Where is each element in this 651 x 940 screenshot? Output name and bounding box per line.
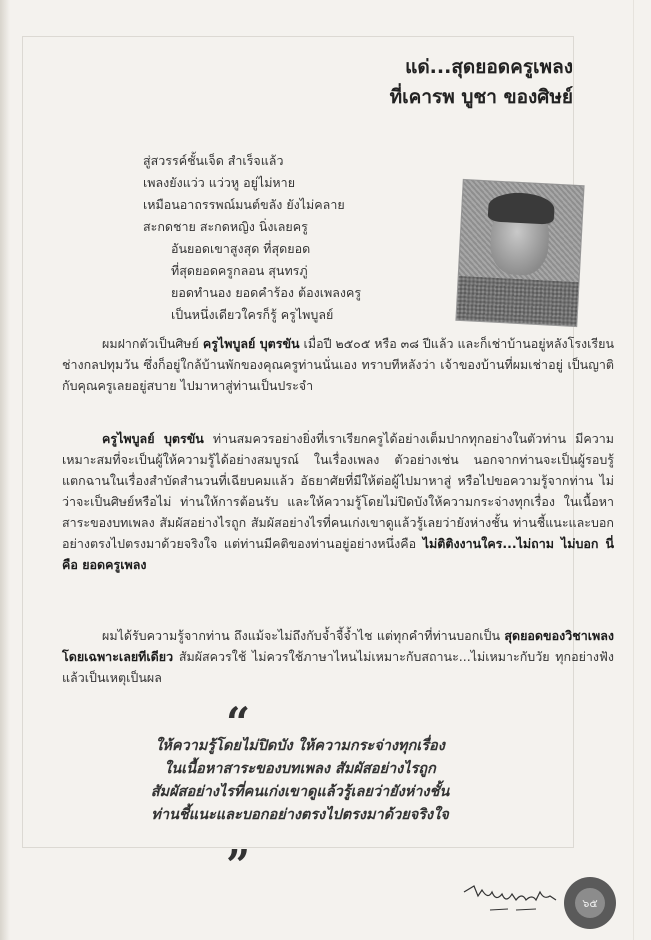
poem-line: ที่สุดยอดครูกลอน สุนทรภู่ [171,263,308,278]
p1-bold-name: ครูไพบูลย์ บุตรขัน [202,336,300,351]
paragraph-1 [62,333,614,396]
title-line-1: แด่...สุดยอดครูเพลง [405,56,573,78]
pull-quote-line: ท่านชี้แนะและบอกอย่างตรงไปตรงมาด้วยจริงใจ [151,807,449,823]
p2-text-body: ท่านสมควรอย่างยิ่งที่เราเรียกครูได้อย่างเต็มปากทุกอย่างในตัวท่าน มีความเหมาะสมที่จะเป็นผู้ให้ความรู้ได้อย่างสมบูรณ์ ในเรื่องเพลง ตัวอย่างเช่น นอกจากท่านจะเป็นผู้รอบรู้ แตกฉานในเรื่องสำบัดสำนวนที่เฉียบคมแล้ว อัธยาศัยที่มีให้ต่อผู้ไปมาหาสู่ หรือไปขอความรู้จากท่าน ไม่ว่าจะเป็นศิษย์หรือไม่ ท่านให้การต้อนรับ และให้ความรู้โดยไม่ปิดบังให้ความกระจ่างทุกเรื่อง ในเนื้อหาสาระของบทเพลง สัมผัสอย่างไรถูก สัมผัสอย่างไรที่คนเก่งเขาดูแล้วรู้เลยว่ายังห่างชั้น ท่านชี้แนะและบอกอย่างตรงไปตรงมาด้วยจริงใจ แต่ท่านมีคติของท่านอยู่อย่างหนึ่งคือ [62,431,614,551]
portrait-photo [456,180,583,326]
p3-text-before: ผมได้รับความรู้จากท่าน ถึงแม้จะไม่ถึงกับจ้ำจี้จ้ำไช แต่ทุกคำที่ท่านบอกเป็น [102,628,505,643]
photo-hair [488,191,555,224]
p3-bold-phrase: สุดยอดของวิชาเพลงโดยเฉพาะเลยทีเดียว [62,628,614,664]
close-quote-icon: ” [226,841,251,890]
p2-bold-ending: ไม่ติติงงานใคร...ไม่ถาม ไม่บอก นี่คือ ยอดครูเพลง [62,536,614,572]
page-number-badge [564,877,616,929]
signature-icon [462,882,562,918]
poem-line: สะกดชาย สะกดหญิง นิ่งเลยครู [143,219,308,234]
p1-text-after: เมื่อปี ๒๕๐๕ หรือ ๓๘ ปีแล้ว และก็เช่าบ้านอยู่หลังโรงเรียนช่างกลปทุมวัน ซึ่งก็อยู่ใกล้บ้านพักของคุณครูท่านนั่นเอง ทราบทีหลังว่า เจ้าของบ้านที่ผมเช่าอยู่ เป็นญาติกับคุณครูเลยอยู่สบาย ไปมาหาสู่ท่านเป็นประจำ [62,336,614,393]
photo-shirt [456,276,578,326]
poem-line: เพลงยังแว่ว แว่วหู อยู่ไม่หาย [143,175,296,190]
poem-line: เหมือนอาถรรพณ์มนต์ขลัง ยังไม่คลาย [143,197,345,212]
p3-text-after: สัมผัสควรใช้ ไม่ควรใช้ภาษาไหนไม่เหมาะกับสถานะ...ไม่เหมาะกับวัย ทุกอย่างฟังแล้วเป็นเหตุเป็นผล [62,649,614,685]
p2-bold-name: ครูไพบูลย์ บุตรขัน [102,431,204,446]
paragraph-2 [62,428,614,575]
p1-text-before: ผมฝากตัวเป็นศิษย์ [102,336,203,351]
page-gutter-shadow [0,0,10,940]
page-number: ๖๕ [575,888,605,918]
poem-line: อันยอดเขาสูงสุด ที่สุดยอด [171,241,311,256]
poem-block [143,150,361,326]
pull-quote-line: สัมผัสอย่างไรที่คนเก่งเขาดูแล้วรู้เลยว่ายังห่างชั้น [150,784,450,800]
title-line-2: ที่เคารพ บูชา ของศิษย์ [389,86,573,108]
article-title [390,52,573,112]
poem-line: ยอดทำนอง ยอดคำร้อง ต้องเพลงครู [171,285,362,300]
poem-line: เป็นหนึ่งเดียวใครก็รู้ ครูไพบูลย์ [171,307,334,322]
poem-line: สู่สวรรค์ชั้นเจ็ด สำเร็จแล้ว [143,153,284,168]
pull-quote [90,735,510,827]
page-edge-rule [633,0,634,940]
open-quote-icon: “ [226,698,251,747]
pull-quote-line: ให้ความรู้โดยไม่ปิดบัง ให้ความกระจ่างทุกเรื่อง [155,738,445,754]
pull-quote-line: ในเนื้อหาสาระของบทเพลง สัมผัสอย่างไรถูก [164,761,436,777]
paragraph-3 [62,625,614,688]
